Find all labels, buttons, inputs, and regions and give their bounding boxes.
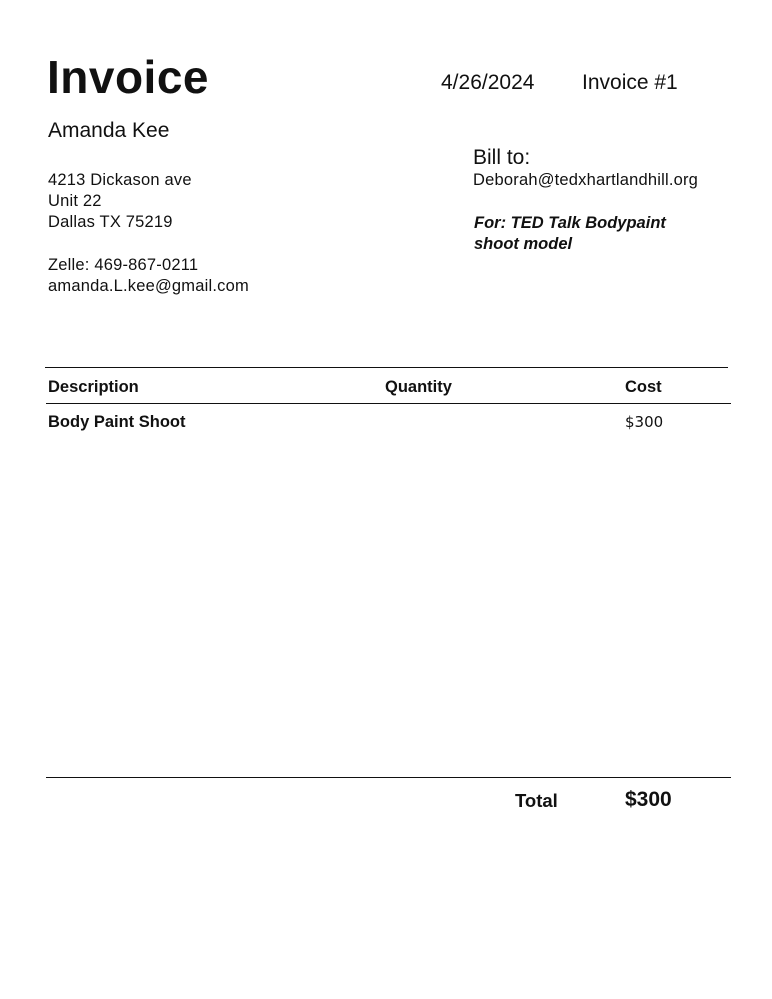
sender-address-line1: 4213 Dickason ave [48, 171, 192, 189]
sender-zelle: Zelle: 469-867-0211 [48, 256, 199, 274]
bill-to-purpose-line2: shoot model [474, 235, 573, 253]
total-divider [46, 777, 731, 778]
sender-name: Amanda Kee [48, 119, 170, 142]
table-top-divider [45, 367, 728, 368]
sender-address-line3: Dallas TX 75219 [48, 213, 173, 231]
invoice-number: Invoice #1 [582, 71, 678, 94]
table-header-divider [46, 403, 731, 404]
invoice-date: 4/26/2024 [441, 71, 535, 94]
sender-email: amanda.L.kee@gmail.com [48, 277, 249, 295]
total-label: Total [515, 790, 558, 811]
bill-to-email: Deborah@tedxhartlandhill.org [473, 171, 699, 189]
bill-to-purpose-line1: For: TED Talk Bodypaint [474, 214, 666, 232]
column-header-quantity: Quantity [385, 378, 452, 396]
row-description: Body Paint Shoot [48, 413, 186, 431]
row-cost: $300 [625, 413, 664, 431]
column-header-cost: Cost [625, 378, 662, 396]
sender-address-line2: Unit 22 [48, 192, 102, 210]
invoice-title: Invoice [47, 51, 210, 103]
total-value: $300 [625, 788, 672, 811]
bill-to-label: Bill to: [473, 146, 531, 169]
column-header-description: Description [48, 378, 139, 396]
